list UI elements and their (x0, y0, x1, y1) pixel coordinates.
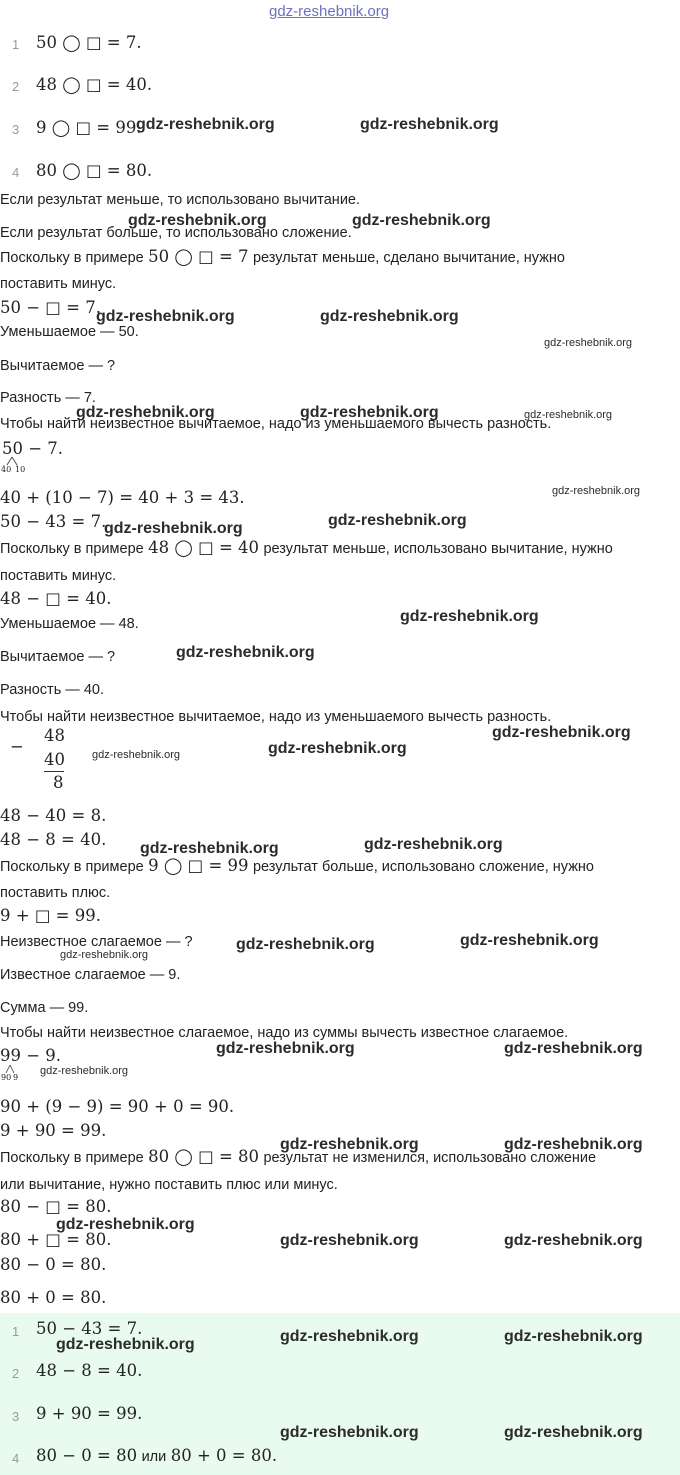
part3-unknown: Неизвестное слагаемое — ? (0, 934, 193, 950)
task-expression: 9 ◯ □ = 99. (36, 118, 142, 137)
watermark: gdz-reshebnik.org (216, 1040, 355, 1057)
intro-text: результат не изменился, использовано сложение (263, 1150, 597, 1166)
part3-intro (0, 856, 594, 876)
intro-expression: 48 ◯ □ = 40 (148, 538, 260, 557)
part3-calc2: 90 + (9 − 9) = 90 + 0 = 90. (0, 1097, 235, 1116)
column-top: 48 (44, 726, 65, 745)
site-header-link[interactable]: gdz-reshebnik.org (269, 3, 390, 20)
rule-less: Если результат меньше, то использовано вычитание. (0, 192, 361, 208)
watermark: gdz-reshebnik.org (60, 949, 149, 961)
watermark: gdz-reshebnik.org (96, 308, 235, 325)
part2-intro-cont: поставить минус. (0, 568, 117, 584)
part1-equation: 50 − □ = 7. (0, 298, 101, 317)
intro-expression: 9 ◯ □ = 99 (148, 856, 249, 875)
split-left: 40 (1, 465, 12, 474)
answer-number: 2 (12, 1366, 20, 1381)
watermark: gdz-reshebnik.org (328, 512, 467, 529)
watermark: gdz-reshebnik.org (364, 836, 503, 853)
task-expression: 48 ◯ □ = 40. (36, 75, 153, 94)
part3-calc: 99 − 9. (0, 1046, 62, 1065)
intro-text: результат меньше, использовано вычитание, нужно (263, 541, 613, 557)
part3-check: 9 + 90 = 99. (0, 1121, 107, 1140)
split-left: 90 (1, 1073, 12, 1082)
intro-text: Поскольку в примере (0, 1150, 144, 1166)
answer-expression: 48 − 8 = 40. (36, 1361, 143, 1380)
watermark: gdz-reshebnik.org (140, 840, 279, 857)
intro-text: результат больше, использовано сложение, нужно (252, 859, 594, 875)
part1-calc: 50 − 7. (2, 439, 64, 458)
watermark: gdz-reshebnik.org (40, 1065, 129, 1077)
task-number: 1 (12, 37, 20, 52)
part4-intro-cont: или вычитание, нужно поставить плюс или минус. (0, 1177, 338, 1193)
answer-number: 3 (12, 1409, 20, 1424)
watermark: gdz-reshebnik.org (504, 1040, 643, 1057)
part1-calc2: 40 + (10 − 7) = 40 + 3 = 43. (0, 488, 245, 507)
part1-intro (0, 247, 565, 267)
watermark: gdz-reshebnik.org (176, 644, 315, 661)
watermark: gdz-reshebnik.org (504, 1232, 643, 1249)
answer-expression: 50 − 43 = 7. (36, 1319, 143, 1338)
intro-text: Поскольку в примере (0, 541, 144, 557)
task-number: 3 (12, 122, 20, 137)
answer-number: 4 (12, 1451, 20, 1466)
watermark: gdz-reshebnik.org (128, 212, 267, 229)
watermark: gdz-reshebnik.org (56, 1336, 195, 1353)
watermark: gdz-reshebnik.org (104, 520, 243, 537)
part2-rule: Чтобы найти неизвестное вычитаемое, надо из уменьшаемого вычесть разность. (0, 709, 552, 725)
part2-check: 48 − 8 = 40. (0, 830, 107, 849)
part2-intro (0, 538, 613, 558)
watermark: gdz-reshebnik.org (92, 749, 181, 761)
watermark: gdz-reshebnik.org (236, 936, 375, 953)
part1-minuend: Уменьшаемое — 50. (0, 324, 139, 340)
watermark: gdz-reshebnik.org (76, 404, 215, 421)
answer-expression: 9 + 90 = 99. (36, 1404, 143, 1423)
watermark: gdz-reshebnik.org (280, 1424, 419, 1441)
part1-check: 50 − 43 = 7. (0, 512, 107, 531)
watermark: gdz-reshebnik.org (56, 1216, 195, 1233)
intro-text: Поскольку в примере (0, 250, 144, 266)
task-number: 4 (12, 165, 20, 180)
watermark: gdz-reshebnik.org (300, 404, 439, 421)
part2-minuend: Уменьшаемое — 48. (0, 616, 139, 632)
answer-number: 1 (12, 1324, 20, 1339)
part4-eq2: 80 + □ = 80. (0, 1230, 112, 1249)
watermark: gdz-reshebnik.org (544, 337, 633, 349)
watermark: gdz-reshebnik.org (280, 1232, 419, 1249)
intro-expression: 50 ◯ □ = 7 (148, 247, 249, 266)
part4-eq4: 80 + 0 = 80. (0, 1288, 107, 1307)
answer-expression: 80 − 0 = 80 или 80 + 0 = 80. (36, 1446, 278, 1465)
watermark: gdz-reshebnik.org (268, 740, 407, 757)
part1-difference: Разность — 7. (0, 390, 96, 406)
watermark: gdz-reshebnik.org (504, 1424, 643, 1441)
column-result: 8 (53, 773, 64, 792)
part4-eq1: 80 − □ = 80. (0, 1197, 112, 1216)
part3-rule: Чтобы найти неизвестное слагаемое, надо из суммы вычесть известное слагаемое. (0, 1025, 569, 1041)
part1-subtrahend: Вычитаемое — ? (0, 358, 116, 374)
watermark: gdz-reshebnik.org (352, 212, 491, 229)
part2-subtrahend: Вычитаемое — ? (0, 649, 116, 665)
part3-sum: Сумма — 99. (0, 1000, 89, 1016)
part3-known: Известное слагаемое — 9. (0, 967, 181, 983)
split-right: 10 (15, 465, 26, 474)
watermark: gdz-reshebnik.org (504, 1328, 643, 1345)
part4-eq3: 80 − 0 = 80. (0, 1255, 107, 1274)
watermark: gdz-reshebnik.org (400, 608, 539, 625)
part1-intro-cont: поставить минус. (0, 276, 117, 292)
column-line (44, 771, 64, 772)
column-mid: 40 (44, 750, 65, 769)
task-number: 2 (12, 79, 20, 94)
watermark: gdz-reshebnik.org (320, 308, 459, 325)
intro-text: Поскольку в примере (0, 859, 144, 875)
part2-equation: 48 − □ = 40. (0, 589, 112, 608)
watermark: gdz-reshebnik.org (460, 932, 599, 949)
part3-equation: 9 + □ = 99. (0, 906, 101, 925)
part1-rule: Чтобы найти неизвестное вычитаемое, надо из уменьшаемого вычесть разность. (0, 416, 552, 432)
watermark: gdz-reshebnik.org (552, 485, 641, 497)
watermark: gdz-reshebnik.org (492, 724, 631, 741)
column-sign: − (10, 737, 24, 756)
intro-text: результат меньше, сделано вычитание, нужно (252, 250, 565, 266)
task-expression: 80 ◯ □ = 80. (36, 161, 153, 180)
split-right: 9 (13, 1073, 19, 1082)
rule-more: Если результат больше, то использовано сложение. (0, 225, 352, 241)
part2-calc: 48 − 40 = 8. (0, 806, 107, 825)
part3-intro-cont: поставить плюс. (0, 885, 111, 901)
intro-expression: 80 ◯ □ = 80 (148, 1147, 260, 1166)
watermark: gdz-reshebnik.org (524, 409, 613, 421)
part2-difference: Разность — 40. (0, 682, 104, 698)
watermark: gdz-reshebnik.org (136, 116, 275, 133)
watermark: gdz-reshebnik.org (504, 1136, 643, 1153)
watermark: gdz-reshebnik.org (280, 1328, 419, 1345)
task-expression: 50 ◯ □ = 7. (36, 33, 142, 52)
watermark: gdz-reshebnik.org (280, 1136, 419, 1153)
watermark: gdz-reshebnik.org (360, 116, 499, 133)
